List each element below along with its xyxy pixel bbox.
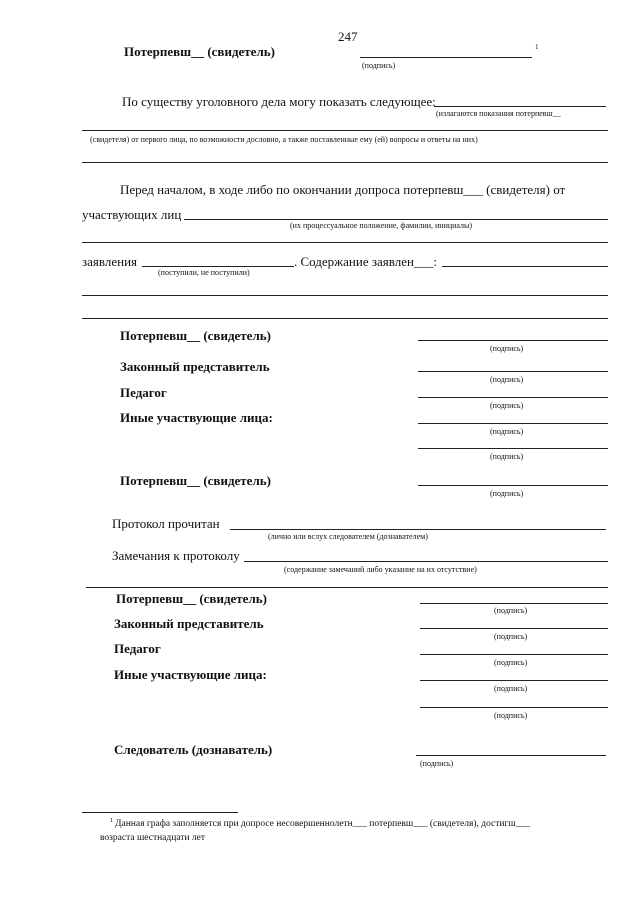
footnote-text-1: Данная графа заполняется при допросе несовершеннолетн___ потерпевш___ (свидетеля), достигш___ xyxy=(115,819,530,829)
remarks-label: Замечания к протоколу xyxy=(112,548,240,563)
block2-teacher-line xyxy=(420,654,608,655)
testimony-caption-1: (излагаются показания потерпевш__ xyxy=(436,109,561,118)
block1-teacher-line xyxy=(418,397,608,398)
investigator-line xyxy=(416,755,606,756)
block1-victim-2: Потерпевш__ (свидетель) xyxy=(120,473,271,488)
block2-representative-line xyxy=(420,628,608,629)
block2-teacher: Педагог xyxy=(114,641,161,656)
block1-victim-sig: (подпись) xyxy=(490,344,524,353)
received-line xyxy=(142,266,294,267)
content-line-3 xyxy=(82,318,608,319)
investigator-label: Следователь (дознаватель) xyxy=(114,742,273,757)
testimony-line-2 xyxy=(82,130,608,131)
content-line xyxy=(442,266,608,267)
protocol-read-caption: (лично или вслух следователем (дознавателем) xyxy=(268,532,428,541)
block1-victim: Потерпевш__ (свидетель) xyxy=(120,328,271,343)
block1-representative: Законный представитель xyxy=(120,359,270,374)
testimony-line-3 xyxy=(82,162,608,163)
remarks-line-2 xyxy=(86,587,608,588)
block2-others-line-1 xyxy=(420,680,608,681)
block1-victim-2-line xyxy=(418,485,608,486)
parties-caption: (их процессуальное положение, фамилии, инициалы) xyxy=(290,221,473,230)
block2-others-sig-1: (подпись) xyxy=(494,684,528,693)
protocol-read-line xyxy=(230,529,606,530)
block1-others: Иные участвующие лица: xyxy=(120,410,273,425)
block1-teacher-sig: (подпись) xyxy=(490,401,524,410)
footnote-mark-bottom: 1 xyxy=(110,817,114,824)
testimony-intro: По существу уголовного дела могу показать следующее: xyxy=(122,94,436,109)
footnote-mark: 1 xyxy=(535,43,539,51)
remarks-line xyxy=(244,561,608,562)
signature-caption: (подпись) xyxy=(362,61,396,70)
signature-line xyxy=(360,57,532,58)
block2-victim-sig: (подпись) xyxy=(494,606,528,615)
block1-representative-line xyxy=(418,371,608,372)
block2-representative-sig: (подпись) xyxy=(494,632,528,641)
block1-others-sig-1: (подпись) xyxy=(490,427,524,436)
received-caption: (поступили, не поступили) xyxy=(158,268,250,277)
footnote-text-2: возраста шестнадцати лет xyxy=(100,833,206,843)
block2-victim-line xyxy=(420,603,608,604)
block1-victim-2-sig: (подпись) xyxy=(490,489,524,498)
block1-others-line-2 xyxy=(418,448,608,449)
block1-teacher: Педагог xyxy=(120,385,167,400)
testimony-caption-2: (свидетеля) от первого лица, по возможности дословно, а также поставленные ему (ей) вопросы и ответы на них) xyxy=(90,135,478,144)
parties-line xyxy=(184,219,608,220)
remarks-caption: (содержание замечаний либо указание на их отсутствие) xyxy=(284,565,477,574)
block2-victim: Потерпевш__ (свидетель) xyxy=(116,591,267,606)
testimony-line xyxy=(434,106,606,107)
block2-others: Иные участвующие лица: xyxy=(114,667,267,682)
statements-line-1: Перед началом, в ходе либо по окончании допроса потерпевш___ (свидетеля) от xyxy=(120,182,566,197)
block2-representative: Законный представитель xyxy=(114,616,264,631)
statements-content-label: . Содержание заявлен___: xyxy=(294,254,438,269)
parties-line-2 xyxy=(82,242,608,243)
page-number: 247 xyxy=(338,29,358,44)
protocol-read-label: Протокол прочитан xyxy=(112,516,220,531)
block2-others-line-2 xyxy=(420,707,608,708)
block1-victim-line xyxy=(418,340,608,341)
statements-label: заявления xyxy=(82,254,138,269)
block1-representative-sig: (подпись) xyxy=(490,375,524,384)
victim-label: Потерпевш__ (свидетель) xyxy=(124,44,275,59)
block1-others-sig-2: (подпись) xyxy=(490,452,524,461)
footnote-separator xyxy=(82,812,238,813)
statements-line-2: участвующих лиц xyxy=(82,207,182,222)
block2-others-sig-2: (подпись) xyxy=(494,711,528,720)
block2-teacher-sig: (подпись) xyxy=(494,658,528,667)
block1-others-line-1 xyxy=(418,423,608,424)
investigator-sig: (подпись) xyxy=(420,759,454,768)
content-line-2 xyxy=(82,295,608,296)
